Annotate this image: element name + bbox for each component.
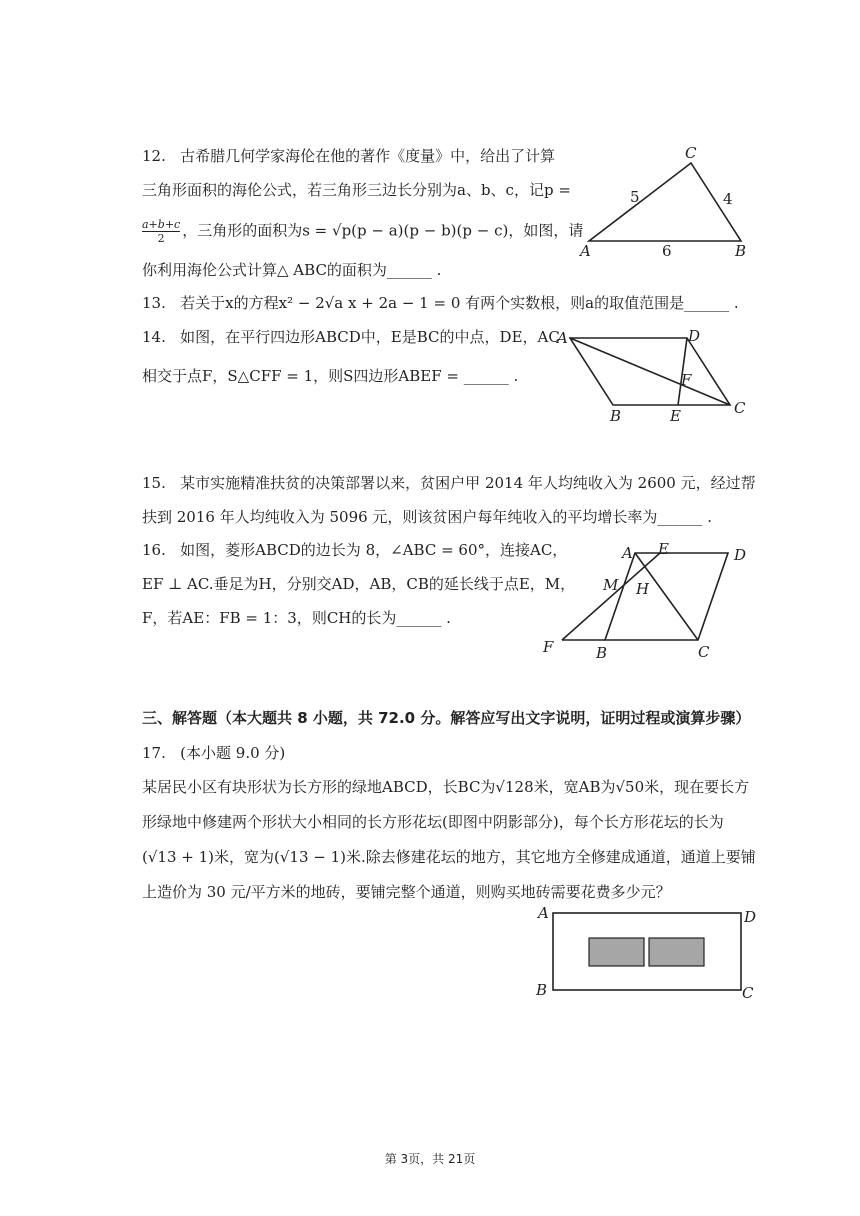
q17-label-b: B [536, 981, 548, 999]
q12-side-ac: 5 [630, 188, 640, 206]
q14-parallelogram-figure [550, 325, 755, 425]
q12-triangle-figure [575, 140, 765, 265]
q14-label-a: A [557, 329, 568, 347]
q15-line2: 扶到 2016 年人均纯收入为 5096 元，则该贫困户每年纯收入的平均增长率为______ . [142, 508, 712, 526]
q14-label-f: F [681, 371, 692, 389]
q12-line4: 你利用海伦公式计算△ ABC的面积为______ . [142, 261, 442, 279]
q14-line1: 14. 如图，在平行四边形ABCD中，E是BC的中点，DE，AC [142, 328, 560, 346]
q16-label-d: D [734, 546, 747, 564]
q16-line2: EF ⊥ AC.垂足为H，分别交AD，AB，CB的延长线于点E，M， [142, 575, 576, 593]
q16-label-m: M [603, 576, 619, 594]
q17-number: 17. [142, 744, 166, 762]
q16-number: 16. [142, 541, 166, 559]
q17-line2: 形绿地中修建两个形状大小相同的长方形花坛(即图中阴影部分)，每个长方形花坛的长为 [142, 813, 724, 831]
q12-line1: 12. 古希腊几何学家海伦在他的著作《度量》中，给出了计算 [142, 147, 556, 165]
q14-number: 14. [142, 328, 166, 346]
q17-label-a: A [538, 904, 549, 922]
q12-label-b: B [735, 242, 747, 260]
section-three-heading: 三、解答题（本大题共 8 小题，共 72.0 分。解答应写出文字说明，证明过程或演算步骤） [142, 709, 751, 727]
q17-header [142, 743, 285, 763]
q13-number: 13. [142, 294, 166, 312]
q15-number: 15. [142, 474, 166, 492]
q12-number: 12. [142, 147, 166, 165]
q16-line3: F，若AE：FB = 1：3，则CH的长为______ . [142, 609, 451, 627]
q12-label-c: C [685, 144, 697, 162]
q17-line4: 上造价为 30 元/平方米的地砖，要铺完整个通道，则购买地砖需要花费多少元？ [142, 883, 671, 901]
page-footer: 第 3页，共 21页 [384, 1152, 476, 1166]
q17-rectangle-figure [530, 900, 760, 1005]
q16-label-h: H [636, 580, 650, 598]
q12-frac-num: a+b+c [142, 218, 181, 231]
q12-line3: $\frac{a+b+c}{2}$ ，三角形的面积为s = √p(p − a)(p − b)(p − c)，如图，请 [142, 218, 584, 245]
q13-line: 13. 若关于x的方程x² − 2√a x + 2a − 1 = 0 有两个实数根，则a的取值范围是______ . [142, 294, 739, 312]
q14-label-c: C [734, 399, 746, 417]
q12-label-a: A [580, 242, 591, 260]
q14-label-b: B [610, 407, 622, 425]
q14-label-d: D [688, 327, 701, 345]
q12-frac-den: 2 [157, 232, 165, 245]
q12-side-ab: 6 [662, 242, 672, 260]
q16-label-b: B [596, 644, 608, 662]
q15-line1: 15. 某市实施精准扶贫的决策部署以来，贫困户甲 2014 年人均纯收入为 2600 元，经过帮 [142, 474, 756, 492]
q17-line3: (√13 + 1)米，宽为(√13 − 1)米.除去修建花坛的地方，其它地方全修建成通道，通道上要铺 [142, 848, 756, 866]
q17-label-d: D [744, 908, 757, 926]
q16-label-a: A [622, 544, 633, 562]
q12-side-bc: 4 [723, 190, 733, 208]
q16-label-e: E [658, 540, 669, 558]
q17-score: (本小题 9.0 分) [180, 744, 286, 762]
q14-line2: 相交于点F，S△CFF = 1，则S四边形ABEF = ______ . [142, 367, 519, 385]
q16-label-f: F [543, 638, 554, 656]
q16-line1: 16. 如图，菱形ABCD的边长为 8，∠ABC = 60°，连接AC， [142, 541, 568, 559]
q17-label-c: C [742, 984, 754, 1002]
q17-line1: 某居民小区有块形状为长方形的绿地ABCD，长BC为√128米，宽AB为√50米，现在要长方 [142, 778, 750, 796]
q16-rhombus-figure [540, 540, 765, 665]
q14-label-e: E [670, 407, 681, 425]
q12-line2: 三角形面积的海伦公式，若三角形三边长分别为a、b、c，记p = [142, 181, 571, 199]
q16-label-c: C [698, 643, 710, 661]
